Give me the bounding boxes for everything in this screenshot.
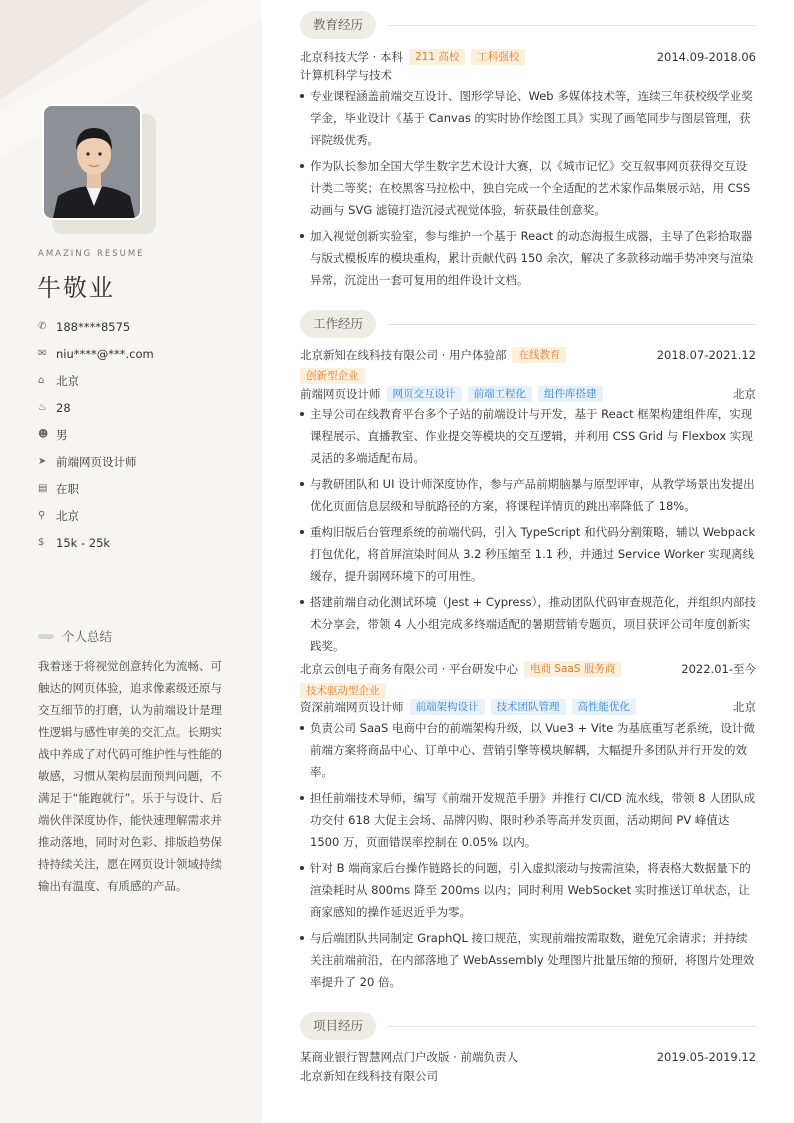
- job-bullet: 重构旧版后台管理系统的前端代码，引入 TypeScript 和代码分割策略，辅以 Webpack 打包优化，将首屏渲染时间从 3.2 秒压缩至 1.1 秒，并通过 Service Worker 实现离线缓存，提升弱网环境下的可用性。: [300, 521, 756, 587]
- avatar: [42, 104, 142, 220]
- job-bullet: 主导公司在线教育平台多个子站的前端设计与开发，基于 React 框架构建组件库，实现课程展示、直播教室、作业提交等模块的交互逻辑，并利用 CSS Grid 与 Flexbox 实现灵活的多端适配布局。: [300, 403, 756, 469]
- education-bullet: 加入视觉创新实验室，参与维护一个基于 React 的动态海报生成器，主导了色彩拾取器与版式模板库的模块重构，累计贡献代码 150 余次，解决了多款移动端手势冲突与渲染异常，沉淀出一套可复用的组件设计文档。: [300, 225, 756, 291]
- person-icon: ☻: [38, 429, 49, 440]
- job-role-tag: 组件库搭建: [538, 386, 603, 402]
- school-tag: 工科强校: [471, 49, 525, 65]
- job-role-tag: 网页交互设计: [387, 386, 462, 402]
- job-header-row: [300, 660, 756, 678]
- school-tag: 211 高校: [409, 49, 465, 65]
- candidate-name: 牛敬业: [37, 274, 115, 302]
- job-role-row: [300, 698, 756, 716]
- info-gender-text: 男: [56, 427, 68, 442]
- project-name: 某商业银行智慧网点门户改版 · 前端负责人: [300, 1050, 518, 1064]
- job-role-tag: 前端架构设计: [410, 699, 485, 715]
- job-bullet: 负责公司 SaaS 电商中台的前端架构升级，以 Vue3 + Vite 为基底重写老系统，设计微前端方案将商品中心、订单中心、营销引擎等模块解耦，大幅提升多团队并行开发的效率。: [300, 717, 756, 783]
- education-header-row: [300, 48, 756, 66]
- info-target-city-text: 北京: [56, 508, 79, 523]
- project-company: 北京新知在线科技有限公司: [300, 1069, 438, 1083]
- summary-text: 我着迷于将视觉创意转化为流畅、可触达的网页体验，追求像素级还原与交互细节的打磨，认为前端设计是理性逻辑与感性审美的交汇点。长期实战中养成了对代码可维护性与性能的敏感，习惯从架构层面预判问题，不满足于“能跑就行”。乐于与设计、后端伙伴深度协作，能快速理解需求并推动落地，同时对色彩、排版趋势保持持续关注，愿在网页设计领域持续输出有温度、有质感的产品。: [38, 659, 223, 893]
- job-bullet: 担任前端技术导师，编写《前端开发规范手册》并推行 CI/CD 流水线，带领 8 人团队成功交付 618 大促主会场、品牌闪购、限时秒杀等高并发页面，活动期间 PV 峰值达 1500 万，页面错误率控制在 0.05% 以内。: [300, 787, 756, 853]
- send-icon: ➤: [38, 456, 47, 467]
- section-divider: [388, 1026, 756, 1027]
- info-email-text: niu****@***.com: [56, 346, 154, 361]
- education-bullet: 专业课程涵盖前端交互设计、图形学导论、Web 多媒体技术等，连续三年获校级学业奖学金，毕业设计《基于 Canvas 的实时协作绘图工具》实现了画笔同步与图层管理，获评院级优秀。: [300, 85, 756, 151]
- info-target-job-text: 前端网页设计师: [56, 454, 137, 469]
- info-email: [38, 340, 248, 367]
- money-icon: $: [38, 537, 45, 548]
- info-age-text: 28: [56, 400, 71, 415]
- job-extra-tag: 创新型企业: [300, 368, 365, 384]
- job-company: 北京新知在线科技有限公司 · 用户体验部: [300, 348, 507, 362]
- avatar-photo: [42, 104, 142, 220]
- project-header-row: [300, 1048, 756, 1066]
- info-phone-text: 188****8575: [56, 319, 131, 334]
- info-age: [38, 394, 248, 421]
- education-bullets: [300, 85, 756, 291]
- tagline: AMAZING RESUME: [38, 249, 145, 259]
- job-bullets: [300, 403, 756, 657]
- job-role-tag: 高性能优化: [572, 699, 637, 715]
- contact-info-list: [38, 313, 248, 556]
- job-header-row: [300, 346, 756, 364]
- project-date: 2019.05-2019.12: [656, 1050, 756, 1064]
- job-role-tag: 前端工程化: [468, 386, 533, 402]
- work-section-title: 工作经历: [300, 310, 376, 338]
- work-section-head: [300, 310, 756, 338]
- home-icon: ⌂: [38, 375, 45, 386]
- job-role-tag: 技术团队管理: [491, 699, 566, 715]
- education-section-head: [300, 11, 756, 39]
- project-section-head: [300, 1012, 756, 1040]
- info-target-job: [38, 448, 248, 475]
- info-target-city: [38, 502, 248, 529]
- phone-icon: ✆: [38, 321, 47, 332]
- job-city: 北京: [733, 387, 756, 401]
- job-date: 2022.01-至今: [681, 662, 756, 676]
- section-divider: [388, 25, 756, 26]
- job-bullet: 针对 B 端商家后台操作链路长的问题，引入虚拟滚动与按需渲染，将表格大数据量下的渲染耗时从 800ms 降至 200ms 以内；同时利用 WebSocket 实时推送订单状态，让商家感知的操作延迟近乎为零。: [300, 857, 756, 923]
- education-date: 2014.09-2018.06: [656, 50, 756, 64]
- info-gender: [38, 421, 248, 448]
- job-company-tag: 在线教育: [512, 347, 566, 363]
- job-extra-tag: 技术驱动型企业: [300, 683, 386, 699]
- cake-icon: ♨: [38, 402, 47, 413]
- section-divider: [388, 324, 756, 325]
- job-bullets: [300, 717, 756, 993]
- project-section-title: 项目经历: [300, 1012, 376, 1040]
- info-salary: [38, 529, 248, 556]
- job-company-tag: 电商 SaaS 服务商: [524, 661, 621, 677]
- summary-heading-bar: [38, 634, 54, 639]
- info-status-text: 在职: [56, 481, 79, 496]
- mail-icon: ✉: [38, 348, 47, 359]
- sidebar: [0, 0, 262, 1123]
- summary-heading-text: 个人总结: [62, 629, 113, 644]
- project-company-row: [300, 1067, 756, 1085]
- location-icon: ⚲: [38, 510, 46, 521]
- education-major: 计算机科学与技术: [300, 68, 392, 82]
- briefcase-icon: ▤: [38, 483, 48, 494]
- job-bullet: 搭建前端自动化测试环境（Jest + Cypress），推动团队代码审查规范化，并组织内部技术分享会，带领 4 人小组完成多终端适配的暑期营销专题页，项目获评公司年度创新实践奖。: [300, 591, 756, 657]
- school-name: 北京科技大学 · 本科: [300, 50, 403, 64]
- job-extra-tags-row: [300, 367, 756, 385]
- job-role-row: [300, 385, 756, 403]
- job-city: 北京: [733, 700, 756, 714]
- info-status: [38, 475, 248, 502]
- info-residence-text: 北京: [56, 373, 79, 388]
- info-salary-text: 15k - 25k: [56, 535, 111, 550]
- job-date: 2018.07-2021.12: [656, 348, 756, 362]
- education-section-title: 教育经历: [300, 11, 376, 39]
- job-role: 前端网页设计师: [300, 387, 381, 401]
- info-residence: [38, 367, 248, 394]
- education-bullet: 作为队长参加全国大学生数字艺术设计大赛，以《城市记忆》交互叙事网页获得交互设计类二等奖；在校黑客马拉松中，独自完成一个全适配的艺术家作品集展示站，用 CSS 动画与 SVG 滤镜打造沉浸式视觉体验，斩获最佳创意奖。: [300, 155, 756, 221]
- job-role: 资深前端网页设计师: [300, 700, 404, 714]
- job-company: 北京云创电子商务有限公司 · 平台研发中心: [300, 662, 518, 676]
- education-major-row: [300, 66, 756, 84]
- summary-heading: [38, 627, 112, 645]
- job-bullet: 与后端团队共同制定 GraphQL 接口规范，实现前端按需取数，避免冗余请求；并持续关注前端前沿，在内部落地了 WebAssembly 处理图片批量压缩的预研，将图片处理效率提升了 20 倍。: [300, 927, 756, 993]
- info-phone: [38, 313, 248, 340]
- job-bullet: 与教研团队和 UI 设计师深度协作，参与产品前期脑暴与原型评审，从教学场景出发提出优化页面信息层级和导航路径的方案，将课程详情页的跳出率降低了 18%。: [300, 473, 756, 517]
